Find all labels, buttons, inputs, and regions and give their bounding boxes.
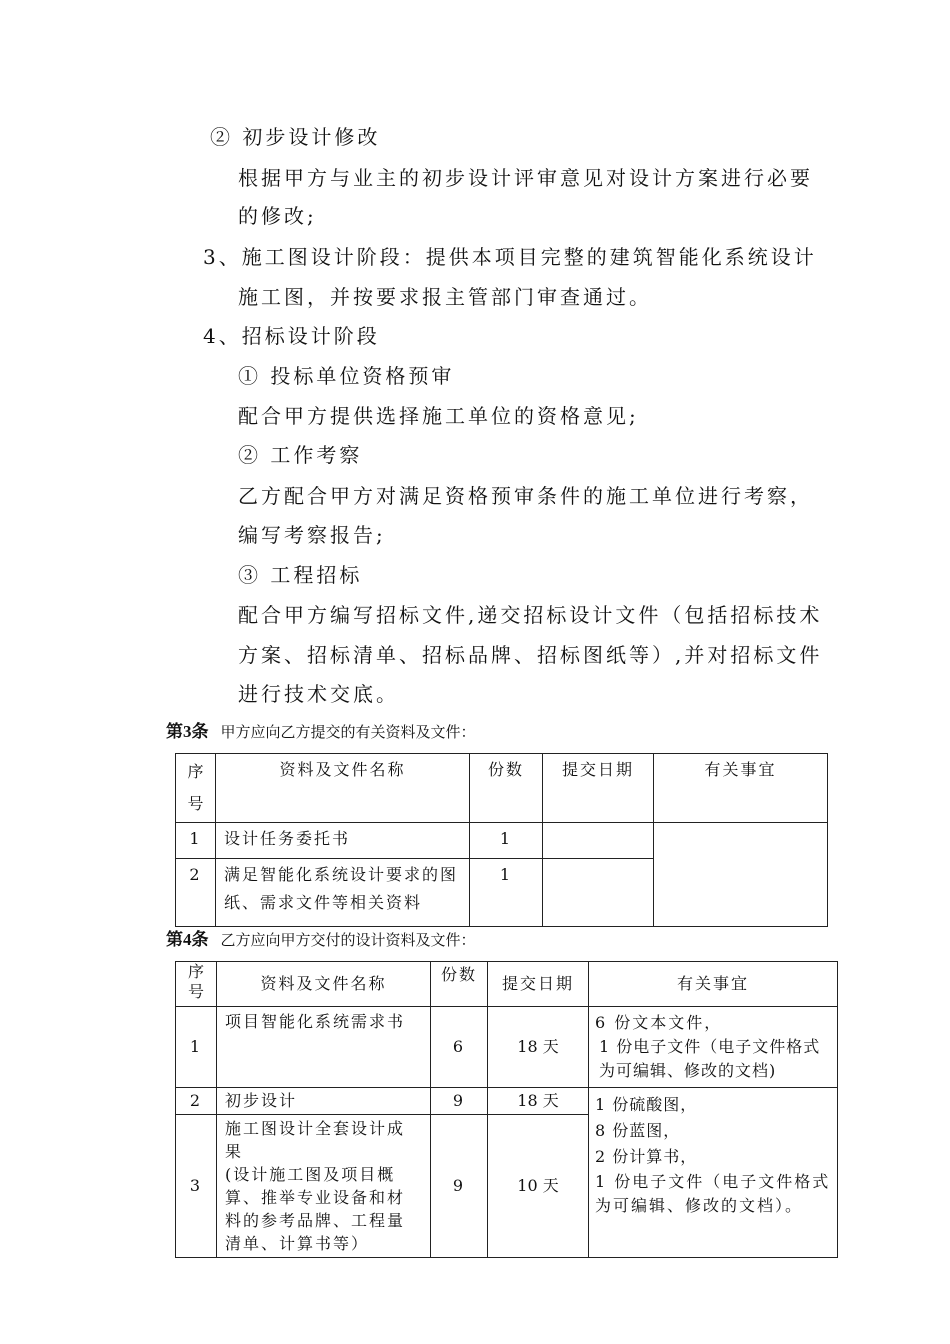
paragraph-line: 配合甲方提供选择施工单位的资格意见; <box>238 404 639 428</box>
header-copies: 份数 <box>487 760 524 779</box>
article-3-heading <box>166 722 476 742</box>
header-copies: 份数 <box>440 965 477 984</box>
paragraph-line: 配合甲方编写招标文件,递交招标设计文件（包括招标技术 <box>238 603 823 627</box>
paragraph-line: 进行技术交底。 <box>238 682 399 706</box>
row-name: 初步设计 <box>225 1091 298 1110</box>
subitem-tender: ③ 工程招标 <box>238 563 363 587</box>
table-row <box>176 1088 838 1115</box>
paragraph-line: 方案、招标清单、招标品牌、招标图纸等）,并对招标文件 <box>238 643 823 667</box>
row-date: 10 天 <box>517 1176 559 1195</box>
row-name: 满足智能化系统设计要求的图纸、需求文件等相关资料 <box>224 865 459 912</box>
item-construction-drawing: 3、施工图设计阶段：提供本项目完整的建筑智能化系统设计 <box>203 245 817 269</box>
header-date: 提交日期 <box>501 974 574 993</box>
row-no: 1 <box>189 829 202 848</box>
header-no: 序 号 <box>187 962 204 1001</box>
row-date: 18 天 <box>517 1091 559 1110</box>
row-no: 2 <box>189 865 202 884</box>
row-copies: 1 <box>499 865 513 884</box>
item-tender-design: 4、招标设计阶段 <box>203 324 380 348</box>
row-copies: 9 <box>452 1091 466 1110</box>
header-name: 资料及文件名称 <box>279 760 406 779</box>
subitem-preliminary-revision: ② 初步设计修改 <box>210 125 381 149</box>
article-4-heading <box>166 930 476 950</box>
article-3-text: 甲方应向乙方提交的有关资料及文件： <box>220 723 476 741</box>
subitem-inspection: ② 工作考察 <box>238 443 363 467</box>
row-no: 1 <box>189 1037 203 1056</box>
row-notes: 6 份文本文件， 1 份电子文件（电子文件格式为可编辑、修改的文档) <box>595 1013 821 1080</box>
table-client-documents <box>175 753 828 927</box>
subitem-prequalification: ① 投标单位资格预审 <box>238 364 455 388</box>
header-no: 序号 <box>187 762 204 813</box>
header-notes: 有关事宜 <box>676 974 749 993</box>
paragraph-line: 施工图，并按要求报主管部门审查通过。 <box>238 285 652 309</box>
paragraph-line: 根据甲方与业主的初步设计评审意见对设计方案进行必要 <box>238 166 813 190</box>
table-header-row <box>176 754 828 823</box>
paragraph-line: 的修改; <box>238 204 317 228</box>
row-name: 项目智能化系统需求书 <box>225 1012 406 1031</box>
row-no: 3 <box>189 1176 203 1195</box>
table-row <box>176 823 828 859</box>
row-no: 2 <box>189 1091 203 1110</box>
header-notes: 有关事宜 <box>704 760 777 779</box>
article-4-text: 乙方应向甲方交付的设计资料及文件： <box>220 931 476 949</box>
row-copies: 6 <box>452 1037 466 1056</box>
row-date <box>543 823 653 827</box>
article-4-label: 第4条 <box>166 930 209 949</box>
row-date <box>543 859 653 863</box>
article-3-label: 第3条 <box>166 722 209 741</box>
paragraph-line: 编写考察报告; <box>238 523 386 547</box>
header-name: 资料及文件名称 <box>260 974 387 993</box>
row-date: 18 天 <box>517 1037 559 1056</box>
row-copies: 1 <box>499 829 513 848</box>
paragraph-line: 乙方配合甲方对满足资格预审条件的施工单位进行考察， <box>238 484 813 508</box>
table-contractor-deliverables <box>175 961 838 1258</box>
header-date: 提交日期 <box>561 760 634 779</box>
row-name: 施工图设计全套设计成果 (设计施工图及项目概算、推举专业设备和材料的参考品牌、工程量清单、计算书等） <box>225 1119 406 1253</box>
table-header-row <box>176 962 838 1007</box>
row-name: 设计任务委托书 <box>224 829 351 848</box>
table-row <box>176 1007 838 1088</box>
row-notes: 1 份硫酸图， 8 份蓝图， 2 份计算书， 1 份电子文件（电子文件格式为可编辑、修改的文档）。 <box>595 1095 831 1215</box>
row-copies: 9 <box>452 1176 466 1195</box>
row-notes <box>654 823 827 827</box>
